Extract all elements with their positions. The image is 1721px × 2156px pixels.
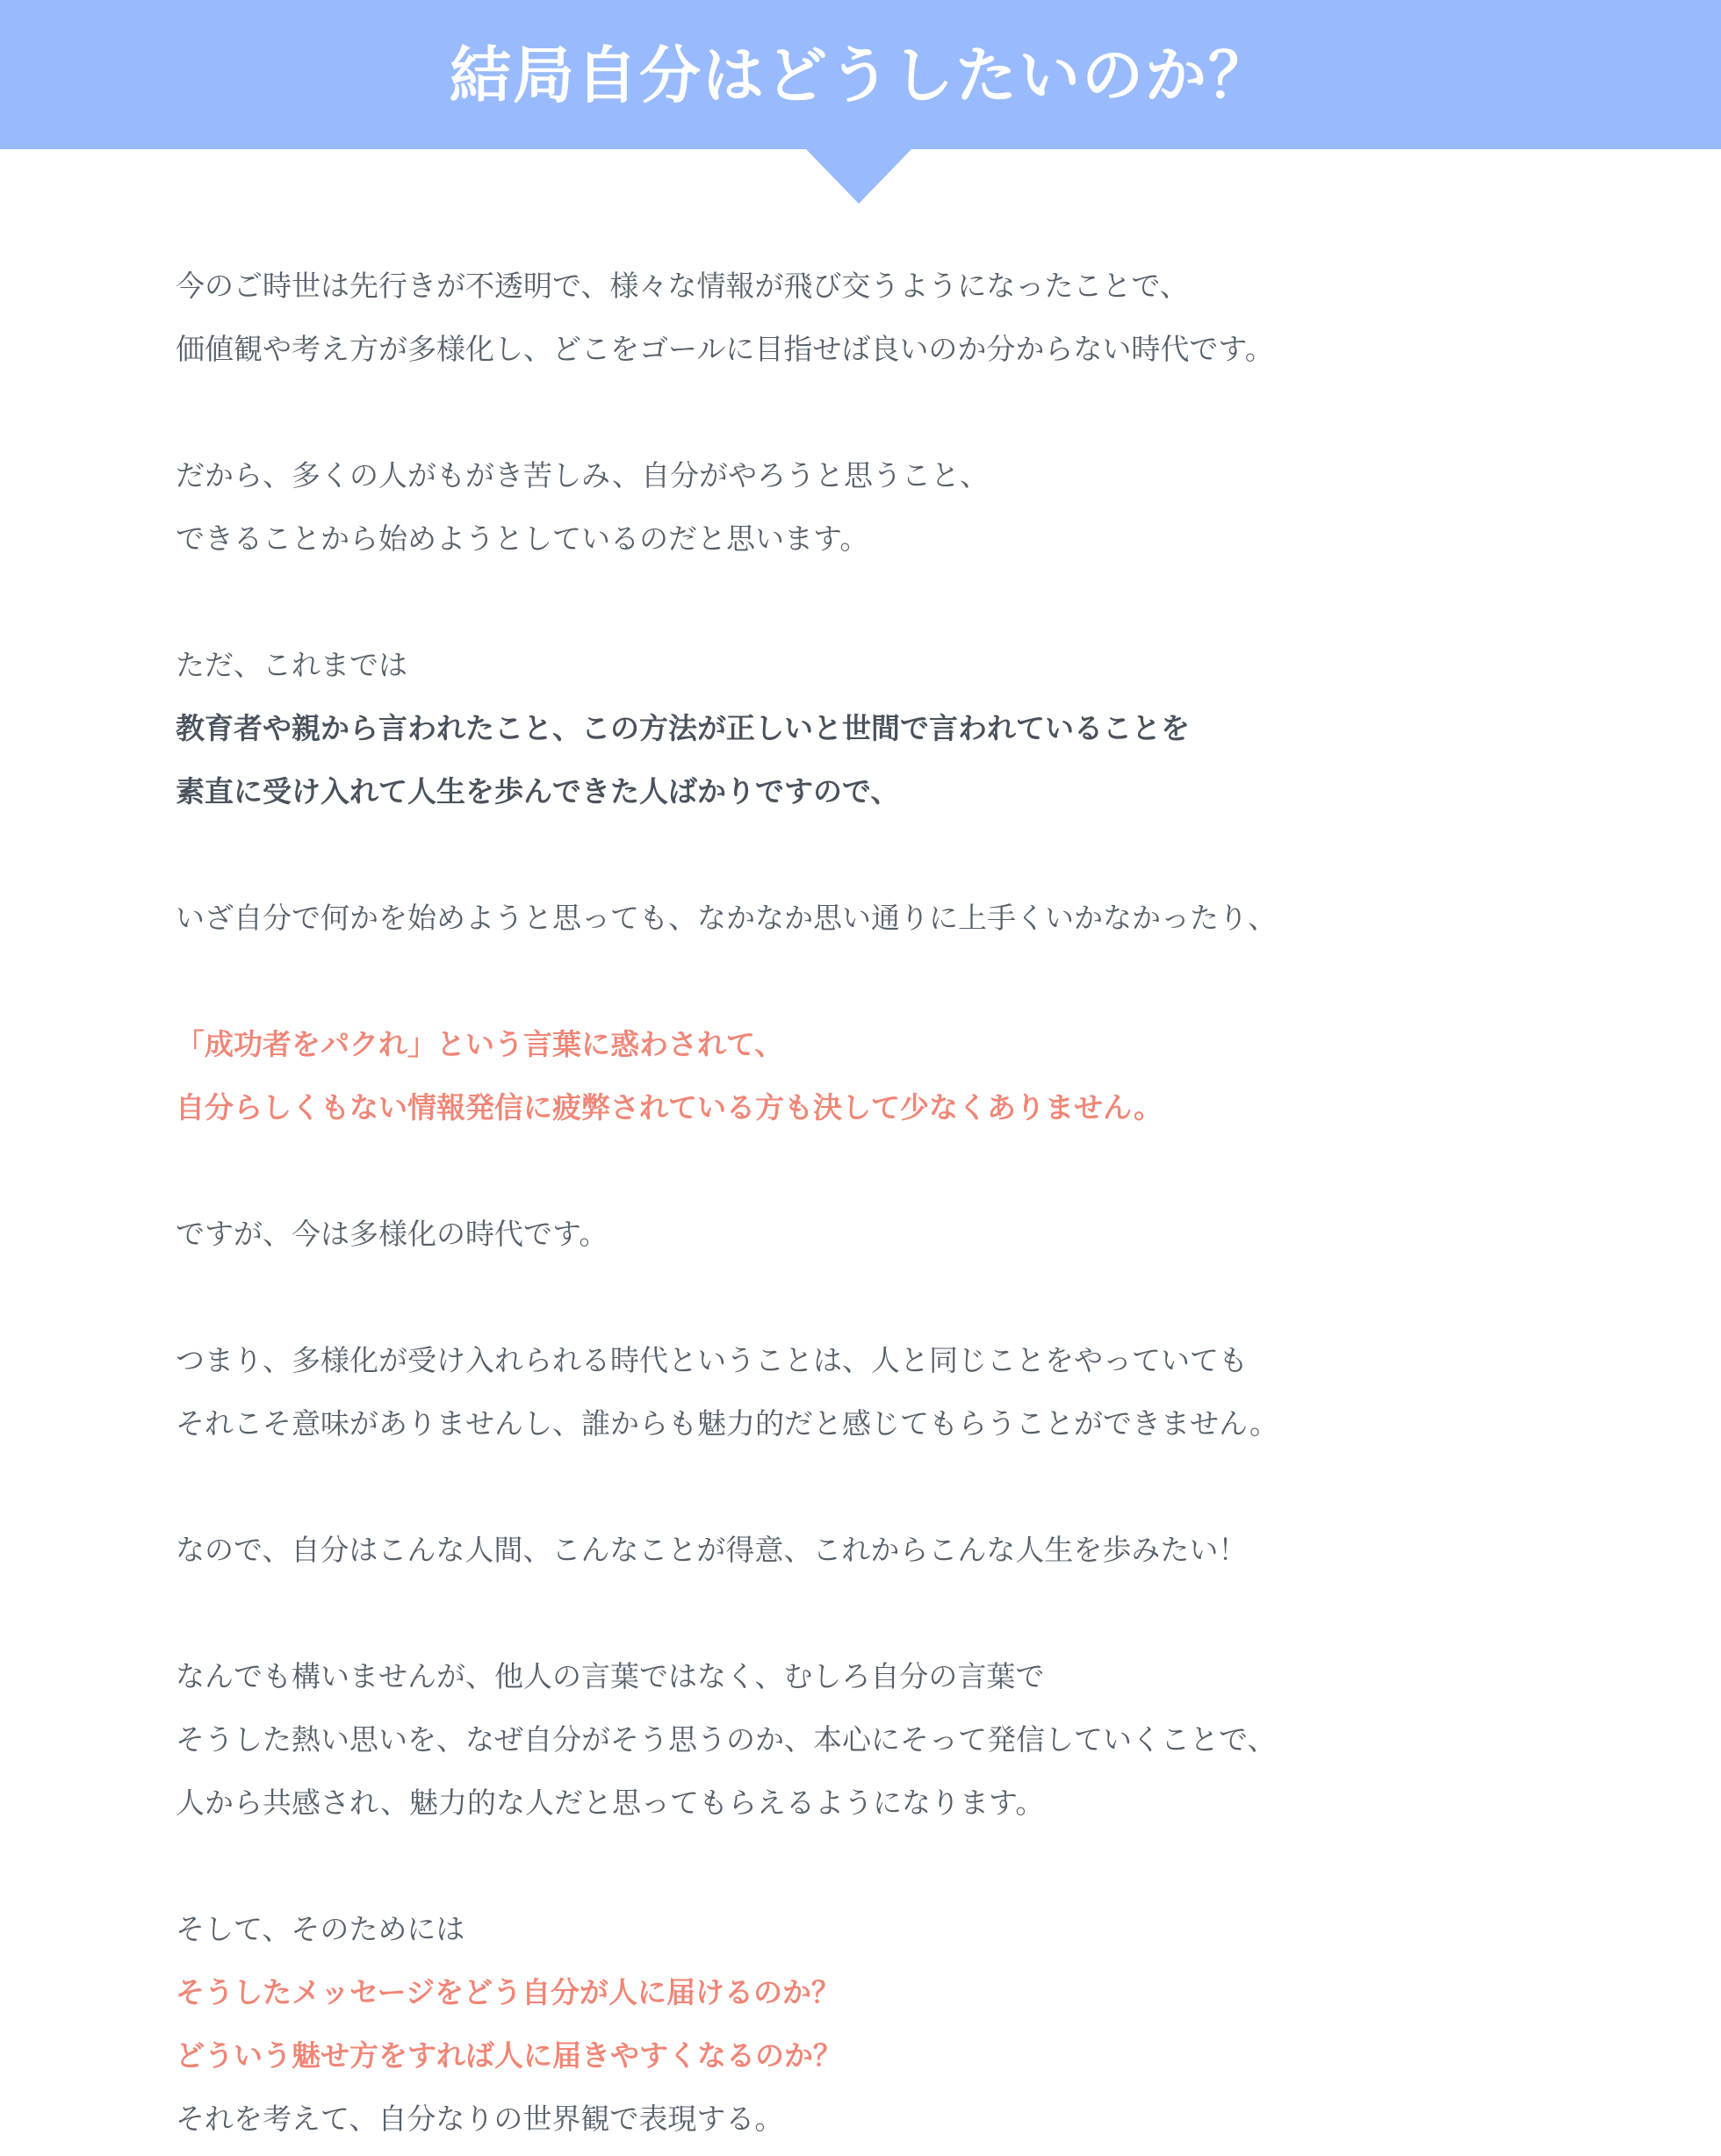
text-line: そうした熱い思いを、なぜ自分がそう思うのか、本心にそって発信していくことで、 — [176, 1722, 1277, 1757]
text-line: できることから始めようとしているのだと思います。 — [176, 521, 869, 556]
text-line: だから、多くの人がもがき苦しみ、自分がやろうと思うこと、 — [176, 458, 989, 492]
paragraph-spacer — [176, 950, 1616, 1013]
paragraph — [176, 1013, 1616, 1139]
paragraph-spacer — [176, 1139, 1616, 1203]
paragraph — [176, 1519, 1616, 1582]
highlight-text-line: どういう魅せ方をすれば人に届きやすくなるのか？ — [176, 2038, 842, 2073]
paragraph-spacer — [176, 571, 1616, 634]
highlight-text-line: 「成功者をパクれ」という言葉に惑わされて、 — [176, 1027, 784, 1061]
text-line: それこそ意味がありませんし、誰からも魅力的だと感じてもらうことができません。 — [176, 1406, 1278, 1441]
paragraph — [176, 634, 1616, 823]
text-line: ただ、これまでは — [176, 648, 407, 682]
emphasis-text-line: 素直に受け入れて人生を歩んできた人ばかりですので、 — [176, 774, 900, 808]
page-title: 結局自分はどうしたいのか？ — [450, 40, 1271, 111]
text-line: そして、そのためには — [176, 1912, 465, 1946]
text-line: 人から共感され、魅力的な人だと思ってもらえるようになります。 — [176, 1786, 1045, 1820]
paragraph — [176, 1329, 1616, 1455]
text-line: それを考えて、自分なりの世界観で表現する。 — [176, 2102, 784, 2136]
paragraph-spacer — [176, 1582, 1616, 1645]
paragraph-spacer — [176, 381, 1616, 444]
paragraph-spacer — [176, 1455, 1616, 1519]
highlight-text-line: そうしたメッセージをどう自分が人に届けるのか？ — [176, 1975, 841, 2009]
paragraph — [176, 1203, 1616, 1266]
text-line: つまり、多様化が受け入れられる時代ということは、人と同じことをやっていても — [176, 1343, 1248, 1377]
header-arrow-pointer — [806, 149, 911, 204]
article-body — [176, 255, 1616, 2151]
highlight-text-line: 自分らしくもない情報発信に疲弊されている方も決して少なくありません。 — [176, 1090, 1163, 1125]
paragraph-spacer — [176, 1835, 1616, 1898]
paragraph — [176, 444, 1616, 571]
text-line: なので、自分はこんな人間、こんなことが得意、これからこんな人生を歩みたい！ — [176, 1533, 1248, 1567]
text-line: なんでも構いませんが、他人の言葉ではなく、むしろ自分の言葉で — [176, 1659, 1045, 1693]
paragraph — [176, 255, 1616, 381]
text-line: 今のご時世は先行きが不透明で、様々な情報が飛び交うようになったことで、 — [176, 269, 1189, 303]
paragraph-spacer — [176, 1266, 1616, 1329]
paragraph — [176, 887, 1616, 950]
text-line: ですが、今は多様化の時代です。 — [176, 1217, 608, 1251]
text-line: いざ自分で何かを始めようと思っても、なかなか思い通りに上手くいかなかったり、 — [176, 901, 1277, 935]
paragraph — [176, 1898, 1616, 2151]
text-line: 価値観や考え方が多様化し、どこをゴールに目指せば良いのか分からない時代です。 — [176, 332, 1274, 366]
emphasis-text-line: 教育者や親から言われたこと、この方法が正しいと世間で言われていることを — [176, 711, 1190, 745]
paragraph-spacer — [176, 823, 1616, 887]
paragraph — [176, 1645, 1616, 1835]
